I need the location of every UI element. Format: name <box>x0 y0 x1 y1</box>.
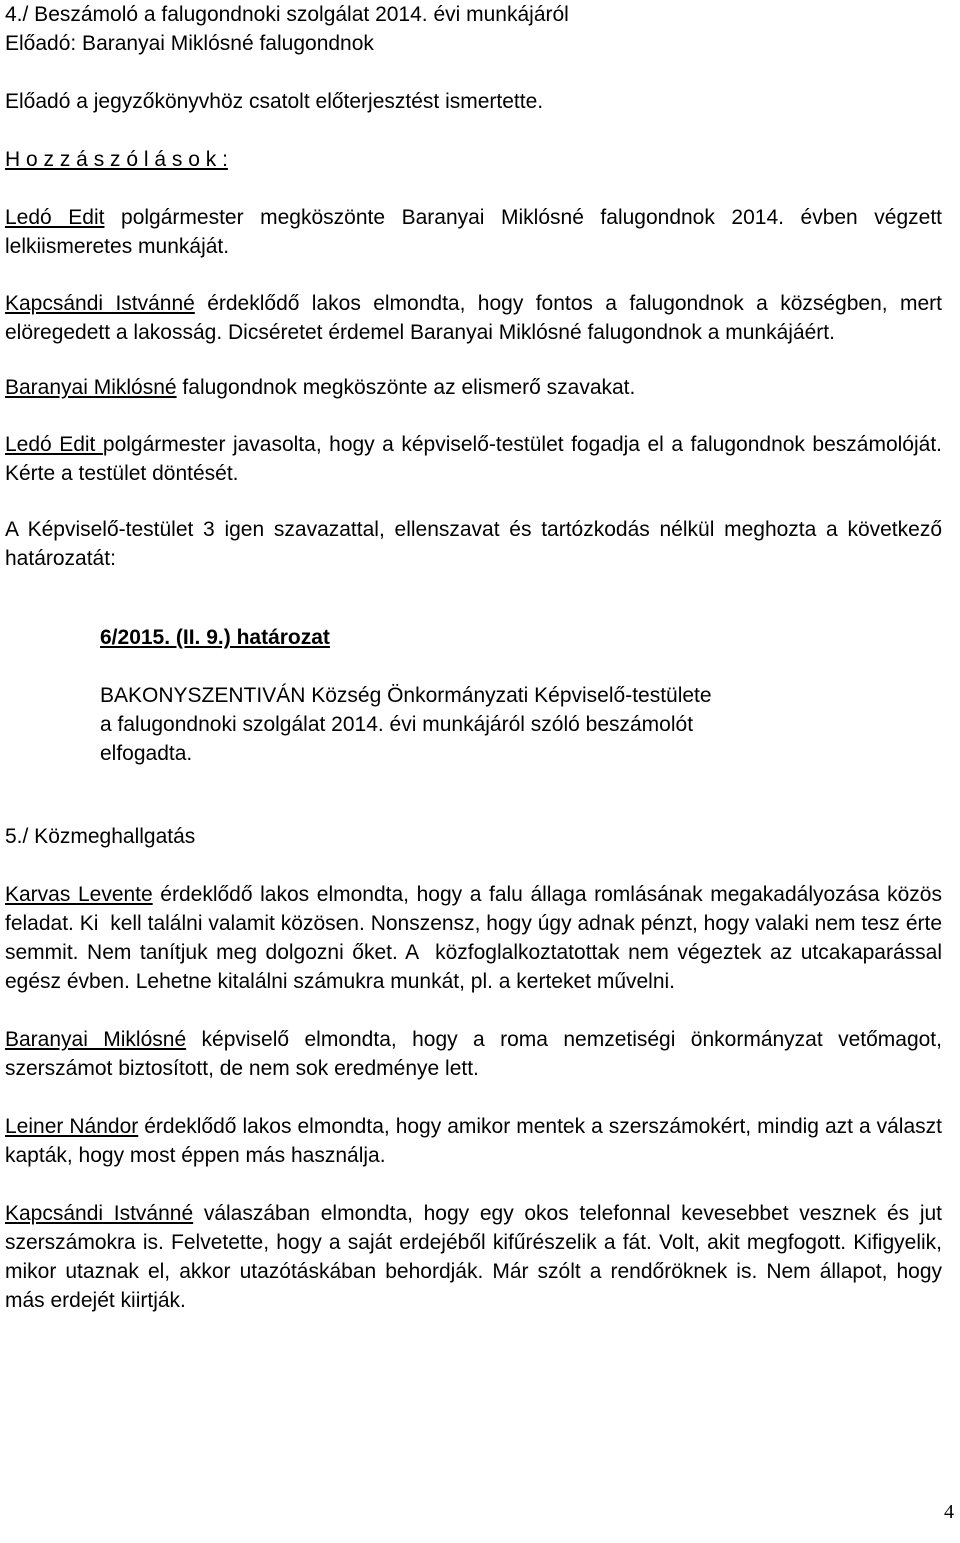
resolution-number: 6/2015. (II. 9.) határozat <box>100 626 330 649</box>
comment-text: érdeklődő lakos elmondta, hogy amikor mentek a szerszámokért, mindig azt a választ kapták, hogy most éppen más használja. <box>5 1115 942 1167</box>
comment-paragraph <box>5 373 942 402</box>
vote-paragraph: A Képviselő-testület 3 igen szavazattal, ellenszavat és tartózkodás nélkül meghozta a következő határozatát: <box>5 518 942 570</box>
resolution-block <box>5 623 942 768</box>
comment-text: érdeklődő lakos elmondta, hogy fontos a falugondnok a községben, mert elöregedett a lakosság. Dicséretet érdemel Baranyai Miklósné falugondnok a munkájáért. <box>5 292 942 344</box>
speaker-name: Baranyai Miklósné <box>5 1028 187 1051</box>
comment-paragraph <box>5 1199 942 1315</box>
comment-text: válaszában elmondta, hogy egy okos telefonnal kevesebbet vesznek és jut szerszámokra is. Felvetette, hogy a saját erdejéből kifűrészelik a fát. Volt, akit megfogott. Kifigyelik, mikor utaznak el, akkor utazótáskában behordják. Már szólt a rendőröknek is. Nem állapot, hogy más erdejét kiirtják. <box>5 1202 942 1312</box>
comment-text: polgármester javasolta, hogy a képviselő-testület fogadja el a falugondnok beszámolóját. Kérte a testület döntését. <box>5 433 942 485</box>
agenda-4-intro: Előadó a jegyzőkönyvhöz csatolt előterjesztést ismertette. <box>5 90 544 113</box>
speaker-name: Ledó Edit <box>5 206 105 229</box>
speaker-name: Kapcsándi Istvánné <box>5 292 195 315</box>
comment-paragraph <box>5 203 942 261</box>
speaker-name: Kapcsándi Istvánné <box>5 1202 194 1225</box>
comments-heading: H o z z á s z ó l á s o k : <box>5 148 228 171</box>
comment-paragraph <box>5 430 942 488</box>
resolution-line: BAKONYSZENTIVÁN Község Önkormányzati Képviselő-testülete <box>100 684 712 707</box>
comment-paragraph <box>5 1112 942 1170</box>
speaker-name: Baranyai Miklósné <box>5 376 177 399</box>
comment-text: érdeklődő lakos elmondta, hogy a falu állaga romlásának megakadályozása közös feladat. Ki kell találni valamit közösen. Nonszensz, hogy úgy adnak pénzt, hogy valaki nem tesz érte semmit. Nem tanítjuk meg dolgozni őket. A közfoglalkoztatottak nem végeztek az utcakaparással egész évben. Lehetne kitalálni számukra munkát, pl. a kerteket művelni. <box>5 883 948 993</box>
comment-text: falugondnok megköszönte az elismerő szavakat. <box>176 376 636 399</box>
comment-paragraph <box>5 289 942 347</box>
speaker-name: Ledó Edit <box>5 433 103 456</box>
agenda-4-presenter: Előadó: Baranyai Miklósné falugondnok <box>5 32 374 55</box>
agenda-4-heading: 4./ Beszámoló a falugondnoki szolgálat 2014. évi munkájáról <box>5 3 569 26</box>
speaker-name: Karvas Levente <box>5 883 153 906</box>
comment-text: képviselő elmondta, hogy a roma nemzetiségi önkormányzat vetőmagot, szerszámot biztosított, de nem sok eredménye lett. <box>5 1028 942 1080</box>
agenda-5-heading: 5./ Közmeghallgatás <box>5 825 196 848</box>
resolution-line: elfogadta. <box>100 742 193 765</box>
comment-text: polgármester megköszönte Baranyai Miklósné falugondnok 2014. évben végzett lelkiismeretes munkáját. <box>5 206 942 258</box>
resolution-line: a falugondnoki szolgálat 2014. évi munkájáról szóló beszámolót <box>100 713 694 736</box>
speaker-name: Leiner Nándor <box>5 1115 139 1138</box>
comment-paragraph <box>5 880 948 996</box>
page-number: 4 <box>944 1501 954 1523</box>
comment-paragraph <box>5 1025 942 1083</box>
